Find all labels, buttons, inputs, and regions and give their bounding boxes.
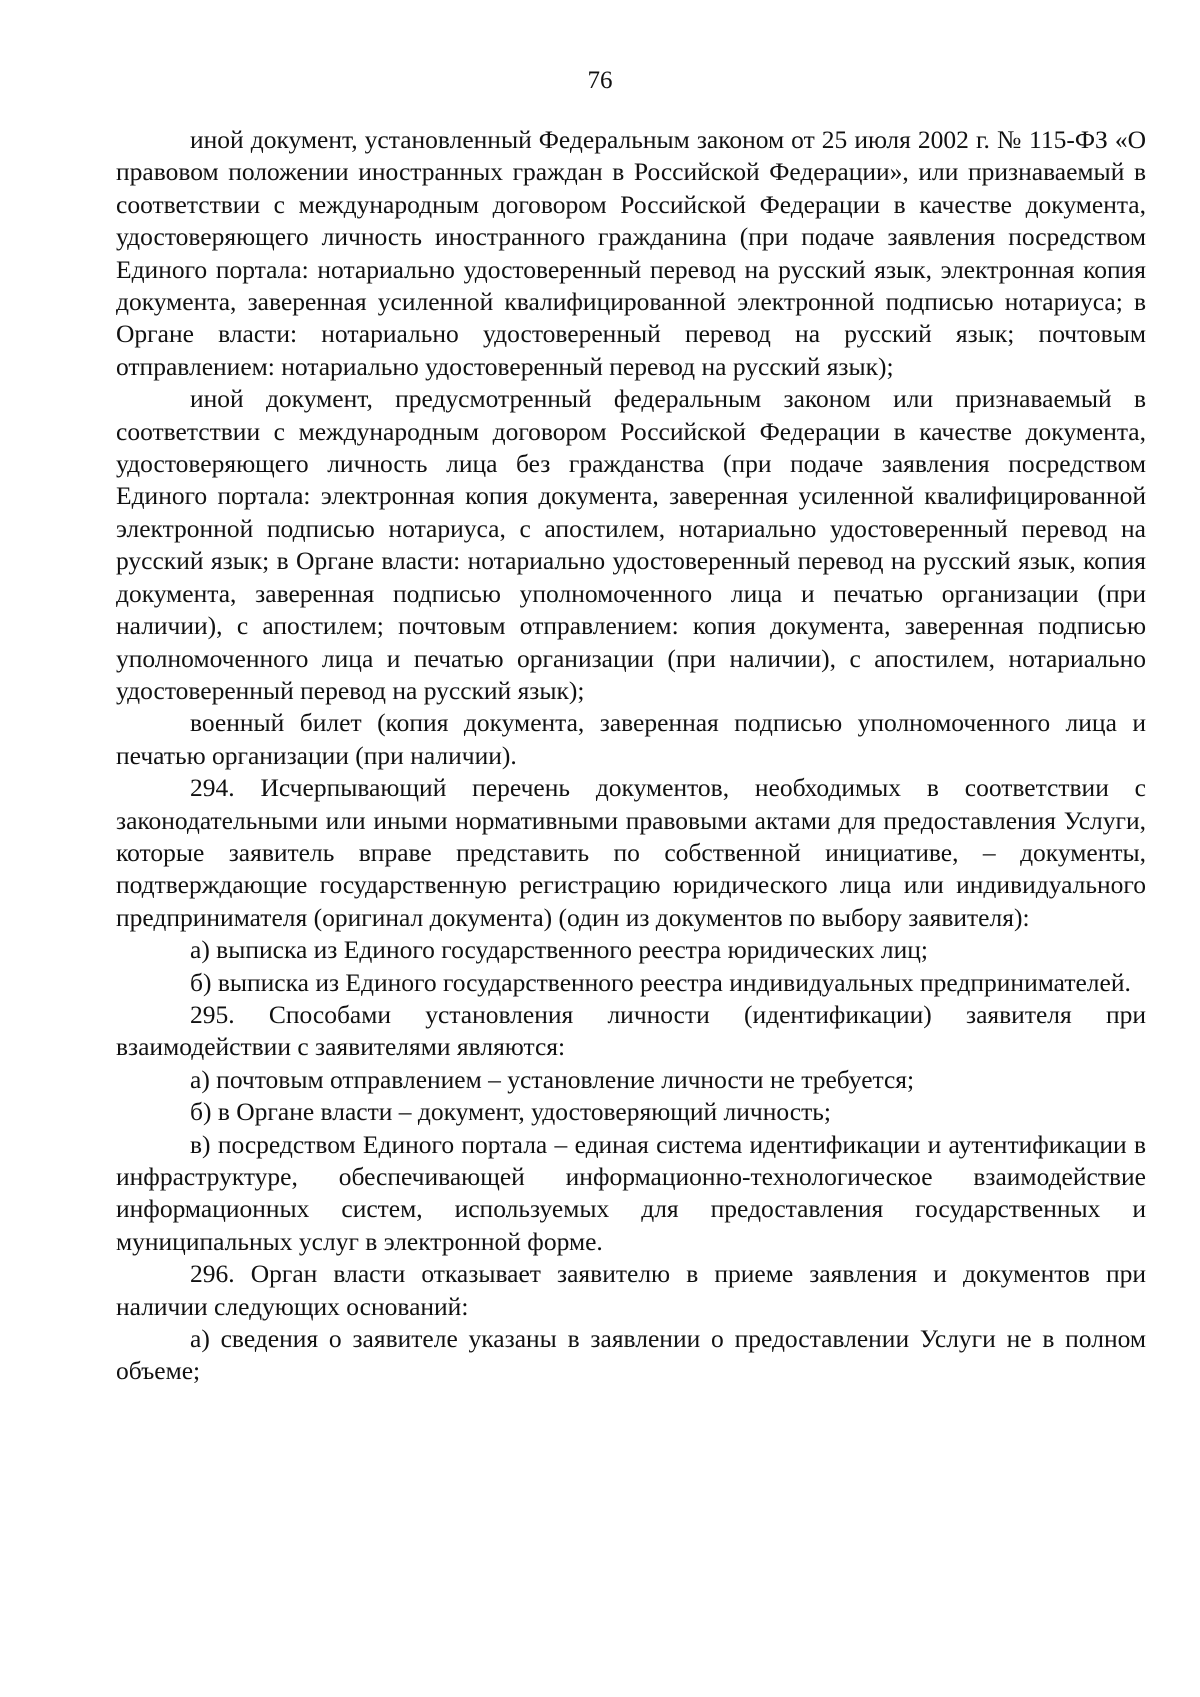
paragraph-295-a: а) почтовым отправлением – установление личности не требуется;	[190, 1064, 915, 1094]
paragraph-294-b: б) выписка из Единого государственного реестра индивидуальных предпринимателей.	[190, 967, 1131, 997]
paragraph-294-a: а) выписка из Единого государственного реестра юридических лиц;	[190, 935, 929, 965]
paragraph-military-id: военный билет (копия документа, заверенная подписью уполномоченного лица и печатью организации (при наличии).	[116, 708, 1146, 770]
paragraph-stateless-person-document: иной документ, предусмотренный федеральным законом или признаваемый в соответствии с международным договором Российской Федерации в качестве документа, удостоверяющего личность лица без гражданства (при подаче заявления посредством Единого портала: электронная копия документа, заверенная усиленной квалифицированной электронной подписью нотариуса, с апостилем, нотариально удостоверенный перевод на русский язык; в Органе власти: нотариально удостоверенный перевод на русский язык, копия документа, заверенная подписью уполномоченного лица и печатью организации (при наличии), с апостилем; почтовым отправлением: копия документа, заверенная подписью уполномоченного лица и печатью организации (при наличии), с апостилем, нотариально удостоверенный перевод на русский язык);	[116, 384, 1146, 705]
paragraph-295: 295. Способами установления личности (идентификации) заявителя при взаимодействии с заявителями являются:	[116, 999, 1146, 1062]
page-number: 76	[587, 67, 613, 94]
paragraph-295-b: б) в Органе власти – документ, удостоверяющий личность;	[190, 1097, 831, 1127]
paragraph-296: 296. Орган власти отказывает заявителю в приеме заявления и документов при наличии следующих оснований:	[116, 1259, 1146, 1321]
paragraph-295-c: в) посредством Единого портала – единая система идентификации и аутентификации в инфраструктуре, обеспечивающей информационно-технологическое взаимодействие информационных систем, используемых для предоставления государственных и муниципальных услуг в электронной форме.	[116, 1129, 1146, 1256]
paragraph-foreign-citizen-document: иной документ, установленный Федеральным законом от 25 июля 2002 г. № 115-ФЗ «О правовом положении иностранных граждан в Российской Федерации», или признаваемый в соответствии с международным договором Российской Федерации в качестве документа, удостоверяющего личность иностранного гражданина (при подаче заявления посредством Единого портала: нотариально удостоверенный перевод на русский язык, электронная копия документа, заверенная усиленной квалифицированной электронной подписью нотариуса; в Органе власти: нотариально удостоверенный перевод на русский язык; почтовым отправлением: нотариально удостоверенный перевод на русский язык);	[116, 125, 1146, 381]
paragraph-294: 294. Исчерпывающий перечень документов, необходимых в соответствии с законодательными или иными нормативными правовыми актами для предоставления Услуги, которые заявитель вправе представить по собственной инициативе, – документы, подтверждающие государственную регистрацию юридического лица или индивидуального предпринимателя (оригинал документа) (один из документов по выбору заявителя):	[116, 773, 1146, 932]
paragraph-296-a: а) сведения о заявителе указаны в заявлении о предоставлении Услуги не в полном объеме;	[116, 1324, 1146, 1386]
document-body	[116, 124, 1146, 1388]
